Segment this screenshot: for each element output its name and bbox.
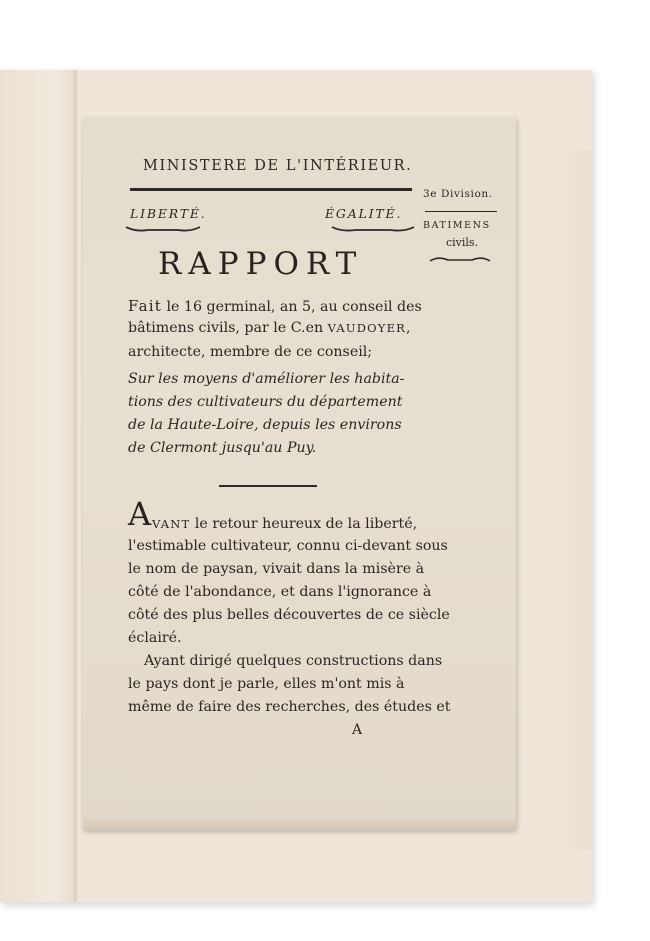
subtitle-line-3: architecte, membre de ce conseil; <box>128 344 373 360</box>
section-divider <box>219 485 317 487</box>
subtitle-line-1-text: le 16 germinal, an 5, au conseil des <box>161 299 422 315</box>
subject-line-2: tions des cultivateurs du département <box>128 394 403 410</box>
subtitle-lead-word: Fait <box>128 297 162 315</box>
department-label: BATIMENS <box>423 220 491 231</box>
motto-liberte: LIBERTÉ. <box>130 206 207 221</box>
subject-line-1: Sur les moyens d'améliorer les habita- <box>128 371 405 387</box>
body-line-9: même de faire des recherches, des études et <box>128 699 451 715</box>
motto-egalite: ÉGALITÉ. <box>325 206 403 221</box>
body-line-2: l'estimable cultivateur, connu ci-devant sous <box>128 538 448 554</box>
division-label: 3e Division. <box>423 188 493 200</box>
subject-line-4: de Clermont jusqu'au Puy. <box>128 440 317 456</box>
body-line-4: côté de l'abondance, et dans l'ignorance à <box>128 584 432 600</box>
header-rule <box>130 188 412 191</box>
motto-right-swash-ornament <box>330 224 416 234</box>
subject-line-3: de la Haute-Loire, depuis les environs <box>128 417 402 433</box>
body-line-8: le pays dont je parle, elles m'ont mis à <box>128 676 405 692</box>
signature-mark: A <box>352 722 363 738</box>
document-title: RAPPORT <box>158 246 364 282</box>
folder-left-panel <box>0 70 78 902</box>
first-word-rest: VANT <box>152 517 191 531</box>
folder-right-edge <box>560 150 592 850</box>
department-sublabel: civils. <box>446 236 479 249</box>
folder-fold <box>74 70 80 902</box>
division-rule <box>425 211 497 212</box>
drop-cap: A <box>128 495 152 533</box>
body-line-1 <box>152 516 442 532</box>
division-swash-ornament <box>428 255 492 265</box>
subtitle-line-2-text: bâtimens civils, par le C.en <box>128 320 328 336</box>
body-line-7: Ayant dirigé quelques constructions dans <box>144 653 443 669</box>
subtitle-line-2 <box>128 320 418 336</box>
body-line-1-text: le retour heureux de la liberté, <box>190 516 418 532</box>
motto-left-swash-ornament <box>124 224 202 234</box>
subtitle-line-1 <box>128 297 422 315</box>
ministry-heading: MINISTERE DE L'INTÉRIEUR. <box>143 158 413 174</box>
body-line-5: côté des plus belles découvertes de ce siècle <box>128 607 450 623</box>
author-name: VAUDOYER <box>327 321 407 335</box>
body-line-6: éclairé. <box>128 630 182 646</box>
body-line-3: le nom de paysan, vivait dans la misère à <box>128 561 425 577</box>
subtitle-line-2-comma: , <box>406 320 411 336</box>
